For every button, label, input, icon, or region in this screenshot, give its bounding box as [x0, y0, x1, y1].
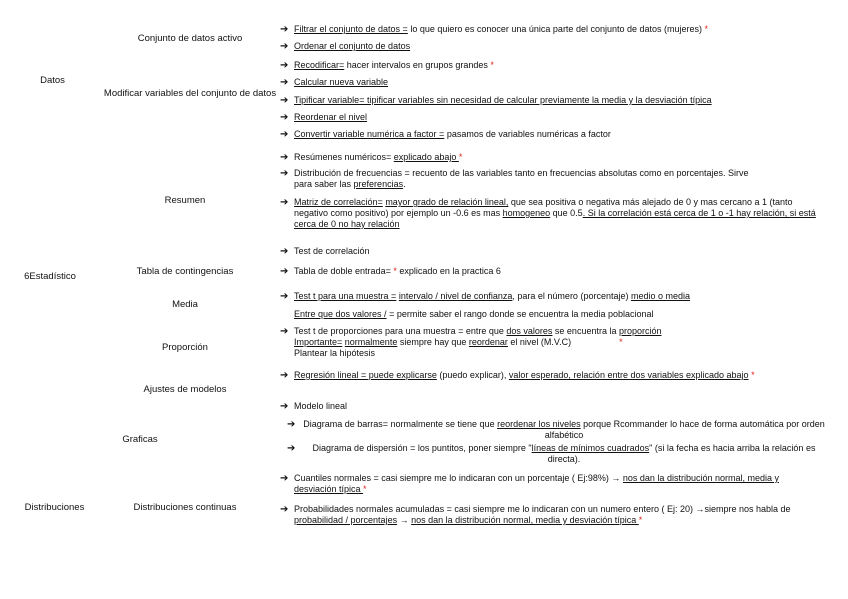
text-convertir: pasamos de variables numéricas a factor: [444, 129, 611, 139]
row-probabilidades: [280, 504, 820, 526]
text-test-correlacion: Test de correlación: [294, 246, 370, 256]
link-reordenar: Reordenar el nivel: [294, 112, 368, 122]
link-minimos-cuadrados: líneas de mínimos cuadrados: [531, 443, 650, 453]
link-importante: Importante=: [294, 337, 343, 347]
link-mayor-grado: mayor grado de relación lineal,: [385, 197, 509, 207]
row-resumenes: [280, 152, 820, 163]
arrow-spacer: [280, 337, 294, 348]
text-regresion: (puedo explicar),: [436, 370, 509, 380]
star-mark: *: [490, 60, 494, 70]
text-resumenes: Resúmenes numéricos=: [294, 152, 394, 162]
link-resumenes: explicado abajo: [393, 152, 459, 162]
label-graficas: Graficas: [122, 434, 158, 445]
text-distribucion-end: .: [403, 179, 406, 189]
row-cuantiles: [280, 473, 820, 495]
label-ajustes-modelos: Ajustes de modelos: [143, 384, 227, 395]
text-recodificar: hacer intervalos en grupos grandes: [344, 60, 491, 70]
arrow-icon: ➔: [280, 24, 289, 35]
link-ordenar: Ordenar el conjunto de datos: [294, 41, 411, 51]
text-entre-que: = permite saber el rango donde se encuentra la media poblacional: [386, 309, 654, 319]
arrow-icon: ➔: [280, 504, 289, 515]
arrow-icon: ➔: [280, 326, 289, 337]
text-dispersion: Diagrama de dispersión = los puntitos, poner siempre ": [312, 443, 532, 453]
arrow-icon: ➔: [287, 419, 296, 430]
row-regresion-lineal: [280, 370, 790, 381]
arrow-icon: ➔: [280, 112, 289, 123]
row-ordenar: [280, 41, 820, 52]
link-normalmente: normalmente: [344, 337, 398, 347]
row-convertir: [280, 129, 820, 140]
arrow-icon: ➔: [287, 443, 296, 454]
row-test-t: [280, 291, 820, 302]
row-matriz-correlacion: [280, 197, 820, 230]
arrow-icon: ➔: [280, 473, 289, 484]
text-distribucion: Distribución de frecuencias = recuento de las variables tanto en frecuencias absolutas como en porcentajes. Sirve para saber las: [294, 168, 749, 189]
row-diagrama-barras: [287, 419, 827, 441]
arrow-icon: ➔: [280, 95, 289, 106]
text-importante-2: el nivel (M.V.C): [507, 337, 572, 347]
link-test-t: Test t para una muestra =: [294, 291, 397, 301]
text-matriz-2: que 0.5: [550, 208, 583, 218]
arrow-icon: ➔: [280, 77, 289, 88]
star-mark: *: [393, 266, 397, 276]
arrow-icon: ➔: [280, 246, 289, 257]
text-test-t: , para el número (porcentaje): [512, 291, 631, 301]
link-proporcion: proporción: [618, 326, 662, 336]
arrow-spacer: [280, 309, 294, 320]
row-distribucion-frecuencias: [280, 168, 760, 190]
link-reordenar-nivel: reordenar: [468, 337, 508, 347]
arrow-icon: ➔: [280, 401, 289, 412]
row-entre-que: [280, 309, 820, 320]
text-cuantiles: Cuantiles normales = casi siempre me lo indicaran con un porcentaje ( Ej:98%) →: [294, 473, 623, 483]
link-reordenar-niveles: reordenar los niveles: [497, 419, 581, 429]
arrow-icon: ➔: [280, 291, 289, 302]
label-proporcion: Proporción: [162, 342, 208, 353]
label-resumen: Resumen: [164, 195, 206, 206]
link-nos-dan-2: nos dan la distribución normal, media y desviación típica: [411, 515, 639, 525]
row-recodificar: [280, 60, 820, 71]
label-media: Media: [172, 299, 198, 310]
row-filtrar: [280, 24, 820, 35]
text-prob: Probabilidades normales acumuladas = casi siempre me lo indicaran con un numero entero ( Ej: 20) →siempre nos habla de: [294, 504, 791, 514]
text-barras: Diagrama de barras= normalmente se tiene que: [303, 419, 498, 429]
text-matriz: que sea positiva o negativa más alejado de 0 y mas cercano a 1 (tanto negativo como positivo) por ejemplo un -0.6 es mas: [294, 197, 793, 218]
link-medio-media: medio o media: [630, 291, 691, 301]
link-nos-dan: nos dan la distribución normal, media y desviación típica: [294, 473, 779, 494]
row-plantear: [280, 348, 820, 359]
arrow-icon: ➔: [280, 370, 289, 381]
text-dispersion-2: " (si la fecha es hacia arriba la relación es directa).: [547, 443, 816, 464]
text-modelo-lineal: Modelo lineal: [294, 401, 348, 411]
text-plantear: Plantear la hipótesis: [294, 348, 376, 358]
link-calcular: Calcular nueva variable: [294, 77, 389, 87]
star-mark: *: [704, 24, 709, 34]
arrow-icon: ➔: [280, 41, 289, 52]
link-probabilidad: probabilidad / porcentajes: [294, 515, 398, 525]
star-mark: *: [458, 152, 463, 162]
star-mark: *: [638, 515, 643, 525]
text-tabla-doble: Tabla de doble entrada=: [294, 266, 394, 276]
text-tabla-doble-2: explicado en la practica 6: [396, 266, 501, 276]
star-mark: *: [363, 484, 367, 494]
text-importante: siempre hay que: [397, 337, 469, 347]
link-valor-esperado: valor esperado, relación entre dos variables explicado abajo: [508, 370, 749, 380]
link-dos-valores: dos valores: [506, 326, 553, 336]
label-modificar-variables: Modificar variables del conjunto de datos: [103, 88, 277, 99]
row-modelo-lineal: [280, 401, 820, 412]
link-matriz: Matriz de correlación=: [294, 197, 383, 207]
link-entre-que: Entre que dos valores /: [294, 309, 387, 319]
arrow-icon: ➔: [280, 152, 289, 163]
row-calcular: [280, 77, 820, 88]
link-preferencias: preferencias: [353, 179, 404, 189]
label-distribuciones: Distribuciones: [24, 502, 85, 513]
link-recodificar: Recodificar=: [294, 60, 345, 70]
link-homogeneo: homogeneo: [502, 208, 551, 218]
label-estadistico: 6Estadístico: [24, 271, 76, 282]
arrow-spacer: [280, 348, 294, 359]
label-tabla-contingencias: Tabla de contingencias: [136, 266, 234, 277]
link-convertir: Convertir variable numérica a factor =: [294, 129, 445, 139]
arrow-icon: ➔: [280, 266, 289, 277]
label-conjunto-activo: Conjunto de datos activo: [137, 33, 243, 44]
arrow-icon: ➔: [280, 129, 289, 140]
row-reordenar: [280, 112, 820, 123]
text-prop-2: se encuentra la: [552, 326, 619, 336]
text-prop: Test t de proporciones para una muestra = entre que: [294, 326, 507, 336]
star-mark: *: [619, 337, 623, 347]
star-mark: *: [751, 370, 755, 380]
link-filtrar: Filtrar el conjunto de datos =: [294, 24, 408, 34]
text-barras-2: porque Rcommander lo hace de forma automática por orden alfabético: [544, 419, 825, 440]
text-filtrar: lo que quiero es conocer una única parte del conjunto de datos (mujeres): [407, 24, 705, 34]
link-intervalo: intervalo / nivel de confianza: [398, 291, 513, 301]
arrow-icon: ➔: [280, 60, 289, 71]
row-importante: [280, 337, 820, 348]
text-prob-arrow: →: [397, 515, 412, 525]
link-si-la-correlacion: . Si la correlación está cerca de 1 o -1 hay relación, si está cerca de 0 no hay relación: [294, 208, 816, 229]
arrow-icon: ➔: [280, 197, 289, 208]
link-regresion: Regresión lineal = puede explicarse: [294, 370, 437, 380]
arrow-icon: ➔: [280, 168, 289, 179]
label-distribuciones-continuas: Distribuciones continuas: [133, 502, 237, 513]
row-tipificar: [280, 95, 820, 106]
row-test-proporciones: [280, 326, 820, 337]
label-datos: Datos: [40, 75, 65, 86]
link-tipificar: Tipificar variable= tipificar variables sin necesidad de calcular previamente la media y la desviación típica: [294, 95, 712, 105]
row-diagrama-dispersion: [287, 443, 827, 465]
row-tabla-doble: [280, 266, 820, 277]
row-test-correlacion: [280, 246, 820, 257]
